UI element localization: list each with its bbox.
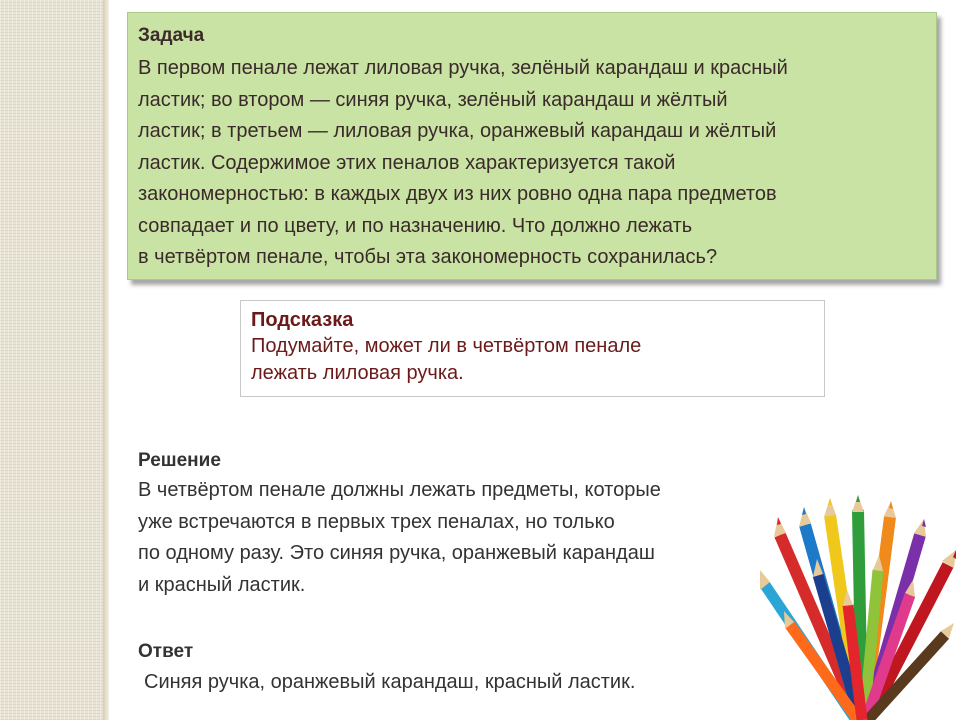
solution-line: В четвёртом пенале должны лежать предметы, которые — [138, 479, 661, 501]
task-line: в четвёртом пенале, чтобы эта закономерность сохранилась? — [138, 246, 718, 268]
solution-line: уже встречаются в первых трех пеналах, но только — [138, 510, 615, 533]
task-text — [138, 53, 926, 274]
task-line: ластик; в третьем — лиловая ручка, оранжевый карандаш и жёлтый — [138, 120, 777, 142]
side-strip-edge — [103, 0, 109, 720]
answer-section — [138, 638, 778, 698]
solution-section — [138, 447, 778, 601]
answer-text: Синяя ручка, оранжевый карандаш, красный ластик. — [144, 671, 636, 693]
solution-text — [138, 475, 778, 601]
task-title: Задача — [138, 25, 205, 46]
hint-line: лежать лиловая ручка. — [251, 362, 464, 384]
hint-title: Подсказка — [251, 309, 354, 331]
decorative-side-strip — [0, 0, 103, 720]
task-line: В первом пенале лежат лиловая ручка, зелёный карандаш и красный — [138, 57, 788, 79]
solution-line: и красный ластик. — [138, 573, 306, 596]
task-box — [127, 12, 937, 280]
task-line: ластик. Содержимое этих пеналов характеризуется такой — [138, 151, 676, 174]
hint-line: Подумайте, может ли в четвёртом пенале — [251, 335, 642, 357]
answer-title: Ответ — [138, 641, 194, 662]
task-line: ластик; во втором — синяя ручка, зелёный карандаш и жёлтый — [138, 88, 728, 111]
hint-text — [251, 333, 814, 387]
task-line: закономерностью: в каждых двух из них ровно одна пара предметов — [138, 183, 777, 205]
hint-box — [240, 300, 825, 397]
task-line: совпадает и по цвету, и по назначению. Что должно лежать — [138, 214, 693, 237]
solution-title: Решение — [138, 450, 221, 471]
solution-line: по одному разу. Это синяя ручка, оранжевый карандаш — [138, 542, 655, 564]
colored-pencils-image — [760, 495, 960, 720]
